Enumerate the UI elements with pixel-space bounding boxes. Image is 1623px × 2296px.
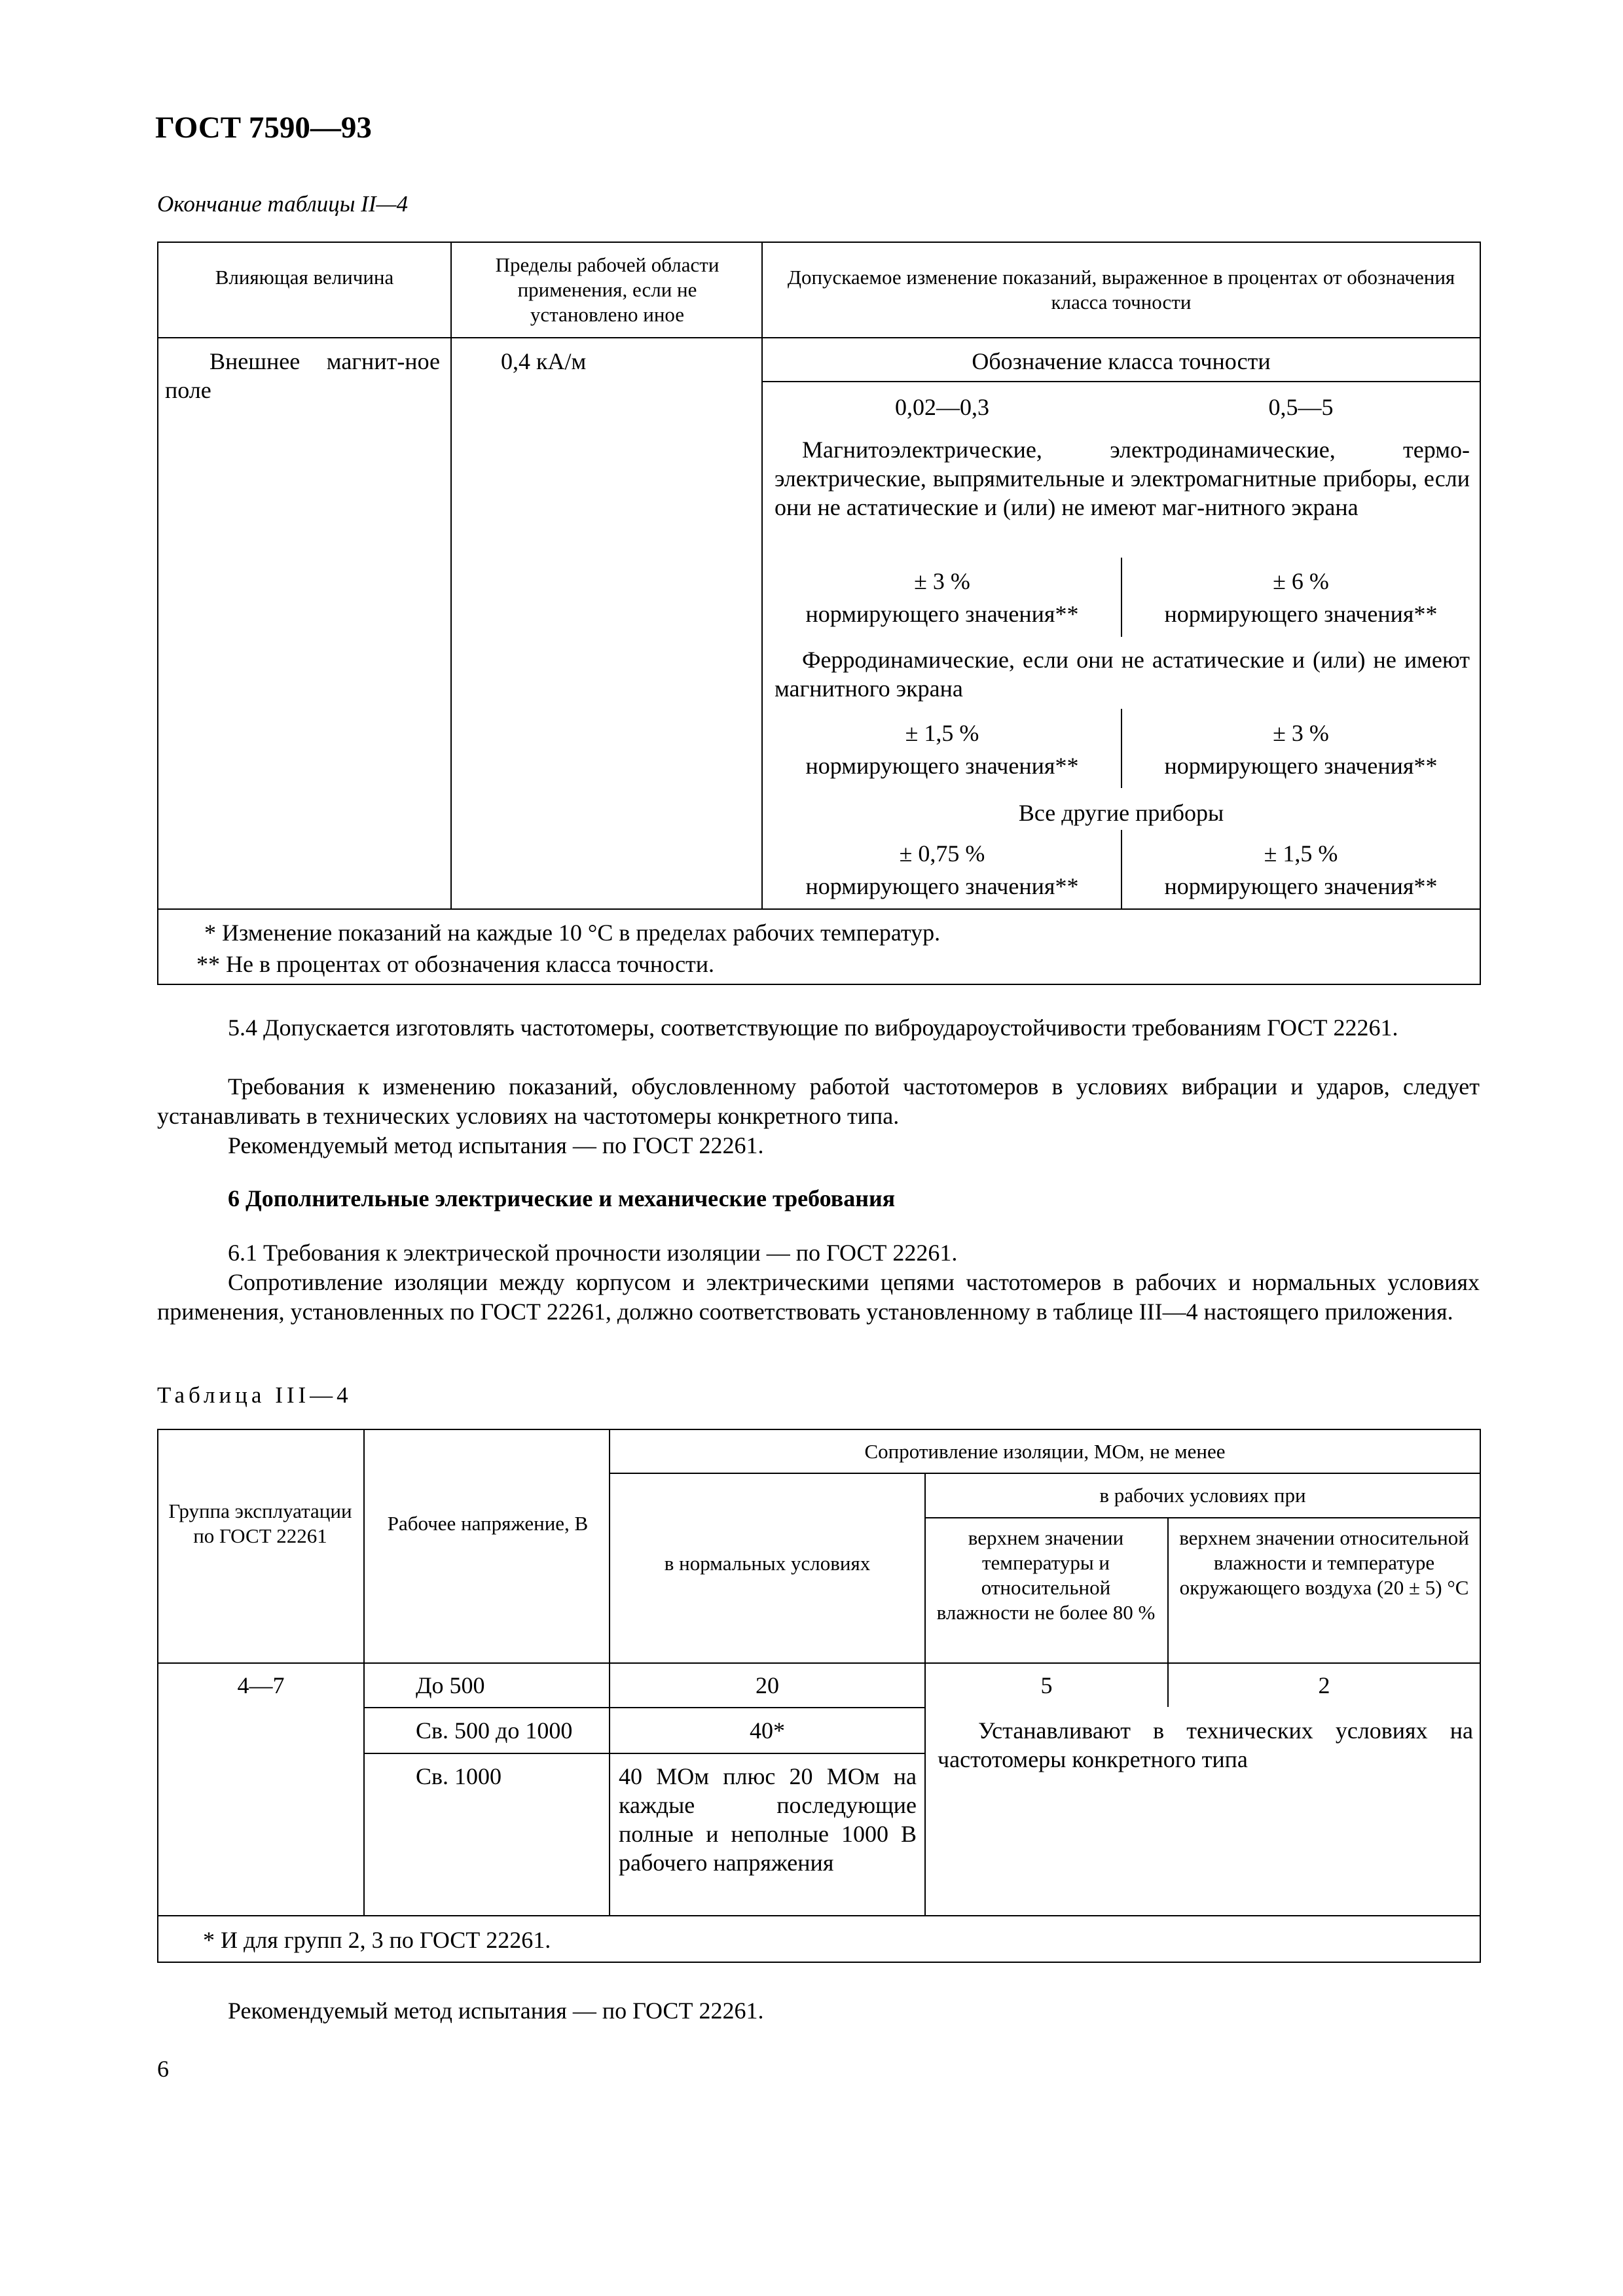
norm-label: нормирующего значения** [1164,873,1438,899]
table-row-normal: 20 [756,1672,779,1698]
para-6-1: 6.1 Требования к электрической прочности изоляции — по ГОСТ 22261. [228,1240,958,1266]
page-number: 6 [157,2056,169,2082]
norm-label: нормирующего значения** [805,873,1079,899]
col-header-group: Группа эксплуатации по ГОСТ 22261 [168,1499,352,1547]
col-header-voltage: Рабочее напряжение, В [387,1512,589,1535]
col-header-work-conditions: в рабочих условиях при [1099,1484,1306,1507]
table-row-voltage: Св. 500 до 1000 [416,1717,573,1744]
table-row-temp: 5 [1040,1672,1053,1698]
class-b: 0,5—5 [1268,394,1334,420]
col-header-change: Допускаемое изменение показаний, выраженное в процентах от обозначения класса точности [787,266,1455,314]
influence-value: Внешнее магнит-ное поле [165,348,440,403]
table-row-voltage: До 500 [416,1672,485,1698]
table-iii-4-title: Таблица III—4 [157,1382,352,1408]
para-5-4-method: Рекомендуемый метод испытания — по ГОСТ 22261. [228,1132,764,1158]
final-method: Рекомендуемый метод испытания — по ГОСТ 22261. [228,1998,764,2024]
norm-label: нормирующего значения** [1164,753,1438,779]
group2-value-a: ± 1,5 % [905,720,979,746]
col-header-resistance: Сопротивление изоляции, МОм, не менее [864,1440,1226,1463]
para-5-4: 5.4 Допускается изготовлять частотомеры, соответствующие по виброудароустойчивости требованиям ГОСТ 22261. [228,1014,1398,1041]
table-row-humidity: 2 [1318,1672,1330,1698]
col-header-temp: верхнем значении температуры и относительной влажности не более 80 % [936,1526,1156,1624]
group1-value-b: ± 6 % [1273,568,1329,594]
table1-footnote-1: * Изменение показаний на каждые 10 °С в пределах рабочих температур. [204,920,941,946]
class-title: Обозначение класса точности [972,348,1271,374]
table-row-voltage: Св. 1000 [416,1763,502,1789]
table2-footnote: * И для групп 2, 3 по ГОСТ 22261. [203,1927,551,1953]
col-header-range: Пределы рабочей области применения, если не установлено иное [495,253,720,326]
para-6-1-resistance: Сопротивление изоляции между корпусом и электрическими цепями частотомеров в рабочих и нормальных условиях применения, установленных по ГОСТ 22261, должно соответствовать установленному в таблице III—4 настоящего приложения. [157,1269,1480,1325]
device-group-3: Все другие приборы [1018,800,1224,826]
table-continuation-caption: Окончание таблицы II—4 [157,191,409,217]
device-group-2: Ферродинамические, если они не астатические и (или) не имеют магнитного экрана [775,647,1470,702]
document-header: ГОСТ 7590—93 [155,111,372,145]
group3-value-b: ± 1,5 % [1264,840,1338,867]
norm-label: нормирующего значения** [805,753,1079,779]
col-header-influence: Влияющая величина [215,266,394,289]
class-a: 0,02—0,3 [895,394,989,420]
group-value: 4—7 [237,1672,285,1698]
merged-work-conditions: Устанавливают в технических условиях на частотомеры конкретного типа [938,1717,1473,1772]
col-header-normal: в нормальных условиях [664,1552,871,1575]
device-group-1: Магнитоэлектрические, электродинамические, термо-электрические, выпрямительные и электромагнитные приборы, если они не астатические и (или) не имеют маг-нитного экрана [775,437,1470,520]
group2-value-b: ± 3 % [1273,720,1329,746]
col-header-humidity: верхнем значении относительной влажности и температуре окружающего воздуха (20 ± 5) °С [1179,1526,1469,1599]
norm-label: нормирующего значения** [1164,601,1438,627]
group3-value-a: ± 0,75 % [899,840,985,867]
norm-label: нормирующего значения** [805,601,1079,627]
table1-footnote-2: ** Не в процентах от обозначения класса точности. [196,951,715,977]
range-value: 0,4 кА/м [501,348,587,374]
table-row-normal: 40 МОм плюс 20 МОм на каждые последующие полные и неполные 1000 В рабочего напряжения [619,1763,917,1876]
group1-value-a: ± 3 % [914,568,970,594]
table-row-normal: 40* [750,1717,785,1744]
section-6-heading: 6 Дополнительные электрические и механические требования [228,1185,896,1211]
para-5-4-requirements: Требования к изменению показаний, обусловленному работой частотомеров в условиях вибрации и ударов, следует устанавливать в технических условиях на частотомеры конкретного типа. [157,1073,1480,1129]
